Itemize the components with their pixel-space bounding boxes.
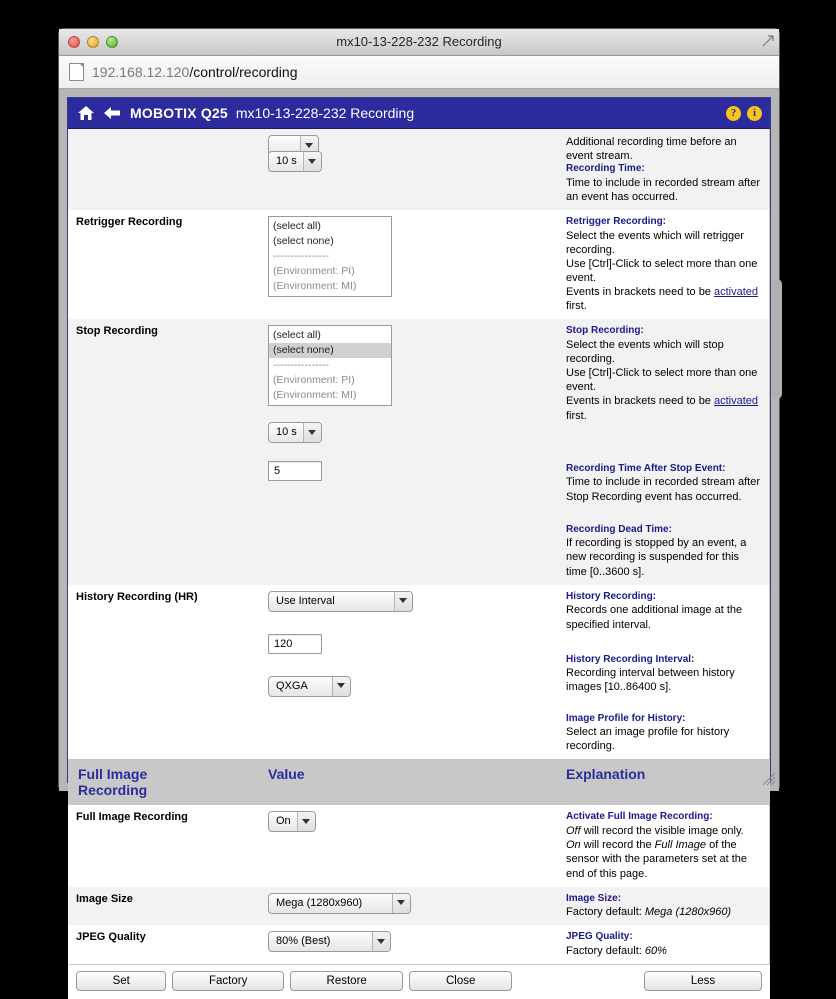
brand-label: MOBOTIX Q25 — [130, 105, 228, 121]
row-explanation — [558, 887, 769, 926]
table-row — [68, 887, 769, 926]
expl-text: Select the events which will stop recording. — [566, 339, 724, 366]
expl-em-off: Off — [566, 825, 581, 838]
expl-text — [566, 905, 761, 919]
row-value — [260, 129, 558, 210]
history-recording-interval-input[interactable] — [268, 634, 322, 654]
table-row — [68, 129, 769, 210]
close-window-button[interactable] — [68, 36, 80, 48]
page-inner — [67, 97, 771, 988]
expl-title: Stop Recording: — [566, 325, 644, 337]
section-value-header: Value — [268, 766, 305, 783]
section-title — [68, 759, 260, 805]
expl-text: Select an image profile for history recording. — [566, 726, 730, 753]
row-label — [68, 129, 260, 210]
recording-settings-table — [68, 129, 769, 964]
stop-recording-listbox[interactable] — [268, 325, 392, 406]
window-controls — [68, 36, 118, 48]
page-document-icon — [69, 63, 84, 81]
row-explanation — [558, 585, 769, 760]
section-title-line2: Recording — [78, 782, 148, 799]
expl-pre: Factory default: — [566, 906, 645, 919]
select-value: 80% (Best) — [276, 935, 331, 948]
table-row — [68, 805, 769, 886]
recording-dead-time-input[interactable] — [268, 461, 322, 481]
window-title: mx10-13-228-232 Recording — [336, 34, 502, 49]
expl-title: Image Size: — [566, 892, 622, 904]
select-arrow-icon — [394, 592, 412, 611]
scrollbar-thumb[interactable] — [772, 279, 782, 399]
expl-title: History Recording: — [566, 590, 657, 602]
expl-title: Activate Full Image Recording: — [566, 811, 713, 823]
table-row — [68, 925, 769, 964]
expl-text: Time to include in recorded stream after Stop Recording event has occurred. — [566, 476, 761, 503]
row-explanation — [558, 805, 769, 886]
activated-link[interactable]: activated — [713, 395, 759, 408]
select-arrow-icon — [392, 894, 410, 913]
select-value: 10 s — [276, 155, 297, 167]
expl-title: Recording Time After Stop Event: — [566, 462, 726, 474]
url-host: 192.168.12.120 — [92, 64, 190, 80]
minimize-window-button[interactable] — [87, 36, 99, 48]
action-button-bar — [68, 964, 770, 999]
row-value — [260, 805, 558, 886]
image-profile-history-select[interactable] — [268, 676, 351, 697]
mobotix-appbar — [68, 98, 770, 129]
expl-text: If recording is stopped by an event, a new recording is suspended for this time [0..3600 s]. — [566, 537, 747, 578]
restore-button[interactable]: Restore — [290, 971, 403, 991]
url-path: /control/recording — [189, 64, 298, 80]
list-item[interactable]: (Environment: MI) — [273, 389, 357, 402]
row-label: Full Image Recording — [76, 811, 188, 824]
set-button[interactable]: Set — [76, 971, 166, 991]
expl-text: Use [Ctrl]-Click to select more than one event. — [566, 258, 758, 285]
home-icon[interactable] — [76, 104, 96, 122]
history-recording-select[interactable] — [268, 591, 413, 612]
address-bar[interactable] — [59, 56, 779, 89]
help-icon[interactable]: ? — [726, 106, 741, 121]
select-value: Mega (1280x960) — [276, 896, 363, 909]
window-titlebar[interactable] — [59, 29, 779, 56]
select-value: Use Interval — [276, 594, 335, 607]
close-button[interactable]: Close — [409, 971, 512, 991]
row-label: Image Size — [76, 892, 133, 905]
select-arrow-icon — [297, 812, 315, 831]
select-arrow-icon — [303, 423, 321, 442]
expl-em-on: On — [566, 839, 581, 852]
expl-mid2: will record the — [580, 839, 655, 852]
section-title-line1: Full Image — [78, 766, 148, 783]
row-explanation — [558, 129, 769, 210]
vertical-scrollbar[interactable] — [769, 129, 770, 964]
expl-pre: Factory default: — [566, 945, 645, 958]
table-row — [68, 319, 769, 584]
content-scroll-area — [68, 129, 770, 964]
row-label: JPEG Quality — [76, 931, 146, 944]
row-value — [260, 925, 558, 964]
row-value — [260, 319, 558, 584]
row-label: History Recording (HR) — [76, 590, 198, 603]
row-explanation — [558, 210, 769, 319]
select-value: 10 s — [276, 426, 297, 439]
expl-title: JPEG Quality: — [566, 931, 633, 943]
expl-text: Events in brackets need to be activated first. — [566, 286, 759, 313]
resize-corner-icon[interactable] — [761, 34, 775, 48]
row-value — [260, 585, 558, 760]
expl-text — [566, 824, 761, 880]
expl-mid1: will record the visible image only. — [580, 825, 744, 838]
list-item[interactable]: (select all) — [273, 220, 321, 233]
expl-title: Recording Dead Time: — [566, 523, 672, 535]
browser-window — [58, 28, 780, 988]
expl-text: Use [Ctrl]-Click to select more than one event. — [566, 367, 758, 394]
row-value — [260, 210, 558, 319]
appbar-title: mx10-13-228-232 Recording — [235, 105, 415, 121]
select-value: QXGA — [276, 679, 308, 692]
section-header-row — [68, 759, 769, 805]
expl-text: Records one additional image at the specified interval. — [566, 604, 743, 631]
full-image-recording-select[interactable] — [268, 811, 316, 832]
row-explanation — [558, 925, 769, 964]
activated-link[interactable]: activated — [713, 286, 759, 299]
expl-text: Events in brackets need to be activated first. — [566, 395, 759, 422]
section-explanation-header: Explanation — [566, 766, 646, 783]
select-value: On — [276, 815, 291, 828]
table-row — [68, 585, 769, 760]
zoom-window-button[interactable] — [106, 36, 118, 48]
list-item[interactable]: ---------------- — [273, 359, 329, 372]
expl-title: Image Profile for History: — [566, 712, 686, 724]
row-label: Retrigger Recording — [76, 216, 183, 229]
expl-text: Recording interval between history images [10..86400 s]. — [566, 667, 735, 694]
list-item[interactable]: (select none) — [273, 235, 334, 248]
jpeg-quality-select[interactable] — [268, 931, 391, 952]
page-viewport — [59, 89, 779, 988]
row-value — [260, 887, 558, 926]
expl-title: Retrigger Recording: — [566, 216, 667, 228]
select-arrow-icon — [303, 152, 321, 171]
list-item[interactable]: (Environment: PI) — [273, 265, 355, 278]
expl-top-text: Additional recording time before an event stream. — [566, 136, 737, 163]
table-row — [68, 210, 769, 319]
expl-em-fullimage: Full Image — [654, 839, 707, 852]
list-item[interactable]: (Environment: MI) — [273, 280, 357, 293]
row-label: Stop Recording — [76, 325, 158, 338]
expl-text: Time to include in recorded stream after an event has occurred. — [566, 176, 761, 204]
list-item[interactable]: ---------------- — [273, 250, 329, 263]
image-size-select[interactable] — [268, 893, 411, 914]
expl-text — [566, 944, 761, 958]
expl-text: Select the events which will retrigger recording. — [566, 229, 744, 256]
expl-title: History Recording Interval: — [566, 653, 695, 665]
back-arrow-icon[interactable] — [102, 104, 122, 122]
expl-title: Recording Time: — [566, 163, 645, 175]
appbar-actions — [726, 106, 762, 121]
expl-tail: of the sensor with the parameters set at the end of this page. — [566, 839, 747, 880]
info-icon[interactable]: i — [747, 106, 762, 121]
retrigger-recording-listbox[interactable] — [268, 216, 392, 297]
url-text — [92, 64, 298, 80]
list-item[interactable]: (Environment: PI) — [273, 374, 355, 387]
less-button[interactable]: Less — [644, 971, 762, 991]
factory-button[interactable]: Factory — [172, 971, 284, 991]
window-resize-grip-icon[interactable] — [762, 772, 776, 786]
settings-content — [68, 129, 769, 964]
list-item[interactable]: (select all) — [273, 329, 321, 342]
list-item[interactable]: (select none) — [269, 343, 391, 358]
expl-em: Mega (1280x960) — [644, 906, 732, 919]
row-explanation — [558, 319, 769, 584]
select-arrow-icon — [332, 677, 350, 696]
expl-em: 60% — [644, 945, 667, 958]
select-arrow-icon — [372, 932, 390, 951]
select-value — [276, 139, 294, 151]
recording-time-select[interactable] — [268, 151, 322, 172]
recording-time-after-stop-select[interactable] — [268, 422, 322, 443]
